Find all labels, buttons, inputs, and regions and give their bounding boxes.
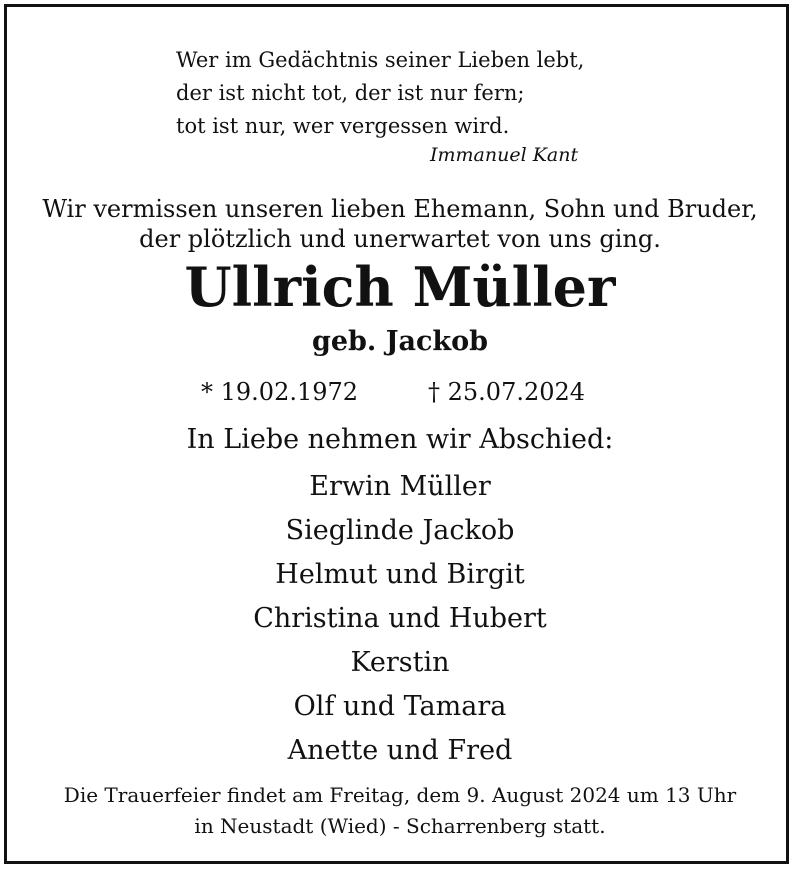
quote (176, 44, 584, 143)
ceremony-line: Die Trauerfeier findet am Freitag, dem 9. August 2024 um 13 Uhr (63, 783, 737, 807)
mourner-name: Erwin Müller (309, 471, 491, 502)
quote-line: tot ist nur, wer vergessen wird. (176, 114, 510, 138)
deceased-name: Ullrich Müller (184, 255, 616, 319)
quote-author: Immanuel Kant (430, 144, 579, 166)
mourner-name: Kerstin (350, 647, 450, 678)
mourner-name: Christina und Hubert (253, 603, 547, 634)
birth-date: * 19.02.1972 (201, 378, 359, 406)
ceremony-info (0, 780, 800, 842)
mourner-name: Olf und Tamara (293, 691, 507, 722)
death-date: † 25.07.2024 (428, 378, 586, 406)
ceremony-line: in Neustadt (Wied) - Scharrenberg statt. (194, 814, 606, 838)
farewell-heading: In Liebe nehmen wir Abschied: (186, 424, 614, 455)
quote-line: Wer im Gedächtnis seiner Lieben lebt, (176, 48, 585, 72)
mourner-name: Sieglinde Jackob (285, 515, 515, 546)
intro-text (0, 194, 800, 254)
birth-name: geb. Jackob (311, 326, 489, 357)
quote-line: der ist nicht tot, der ist nur fern; (176, 81, 525, 105)
intro-line: Wir vermissen unseren lieben Ehemann, Sohn und Bruder, (42, 195, 758, 223)
mourner-name: Anette und Fred (287, 735, 513, 766)
mourners-list (0, 465, 800, 773)
intro-line: der plötzlich und unerwartet von uns ging. (139, 225, 661, 253)
mourner-name: Helmut und Birgit (275, 559, 525, 590)
